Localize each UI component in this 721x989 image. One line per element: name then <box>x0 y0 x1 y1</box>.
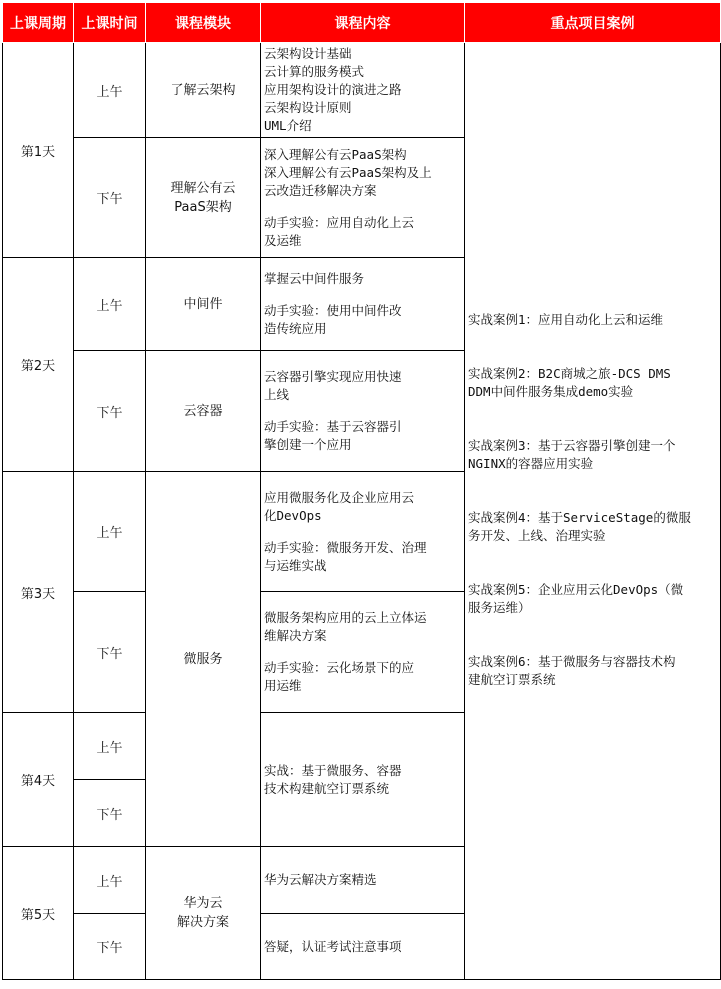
cases-cell <box>465 43 721 980</box>
header-cases: 重点项目案例 <box>465 3 721 43</box>
content-cell: 微服务架构应用的云上立体运 维解决方案 动手实验：云化场景下的应 用运维 <box>261 592 465 713</box>
time-cell: 下午 <box>74 138 146 258</box>
time-cell: 下午 <box>74 780 146 847</box>
header-content: 课程内容 <box>261 3 465 43</box>
content-line: 云架构设计原则 <box>264 100 352 115</box>
case-item: 实战案例1：应用自动化上云和运维 <box>468 312 664 327</box>
time-cell: 上午 <box>74 472 146 592</box>
content-line: 云计算的服务模式 <box>264 64 365 79</box>
course-schedule-table <box>2 2 721 980</box>
time-cell: 上午 <box>74 713 146 780</box>
module-cell: 微服务 <box>146 472 261 847</box>
content-cell: 深入理解公有云PaaS架构 深入理解公有云PaaS架构及上 云改造迁移解决方案 动手实验：应用自动化上云 及运维 <box>261 138 465 258</box>
header-time: 上课时间 <box>74 3 146 43</box>
time-cell: 上午 <box>74 847 146 914</box>
day-4-cell: 第4天 <box>3 713 74 847</box>
case-item: 实战案例4：基于ServiceStage的微服 务开发、上线、治理实验 <box>468 510 691 543</box>
day-3-cell: 第3天 <box>3 472 74 713</box>
time-cell: 下午 <box>74 351 146 472</box>
table-row <box>3 43 721 138</box>
day-2-cell: 第2天 <box>3 258 74 472</box>
content-line: 云架构设计基础 <box>264 46 352 61</box>
time-cell: 上午 <box>74 258 146 351</box>
module-cell: 理解公有云 PaaS架构 <box>146 138 261 258</box>
case-item: 实战案例3：基于云容器引擎创建一个 NGINX的容器应用实验 <box>468 438 676 471</box>
header-period: 上课周期 <box>3 3 74 43</box>
content-cell: 云容器引擎实现应用快速 上线 动手实验：基于云容器引 擎创建一个应用 <box>261 351 465 472</box>
content-cell <box>261 43 465 138</box>
day-5-cell: 第5天 <box>3 847 74 980</box>
content-cell: 华为云解决方案精选 <box>261 847 465 914</box>
time-cell: 上午 <box>74 43 146 138</box>
content-cell: 实战：基于微服务、容器 技术构建航空订票系统 <box>261 713 465 847</box>
case-item: 实战案例2：B2C商城之旅-DCS DMS DDM中间件服务集成demo实验 <box>468 366 671 399</box>
module-cell: 了解云架构 <box>146 43 261 138</box>
day-1-cell: 第1天 <box>3 43 74 258</box>
content-line: 应用架构设计的演进之路 <box>264 82 402 97</box>
content-line: UML介绍 <box>264 118 312 133</box>
header-row <box>3 3 721 43</box>
time-cell: 下午 <box>74 914 146 980</box>
content-cell: 答疑，认证考试注意事项 <box>261 914 465 980</box>
case-item: 实战案例6：基于微服务与容器技术构 建航空订票系统 <box>468 654 676 687</box>
case-item: 实战案例5：企业应用云化DevOps（微 服务运维） <box>468 582 684 615</box>
content-cell: 应用微服务化及企业应用云 化DevOps 动手实验：微服务开发、治理 与运维实战 <box>261 472 465 592</box>
module-cell: 云容器 <box>146 351 261 472</box>
time-cell: 下午 <box>74 592 146 713</box>
content-cell: 掌握云中间件服务 动手实验：使用中间件改 造传统应用 <box>261 258 465 351</box>
module-cell: 华为云 解决方案 <box>146 847 261 980</box>
module-cell: 中间件 <box>146 258 261 351</box>
header-module: 课程模块 <box>146 3 261 43</box>
